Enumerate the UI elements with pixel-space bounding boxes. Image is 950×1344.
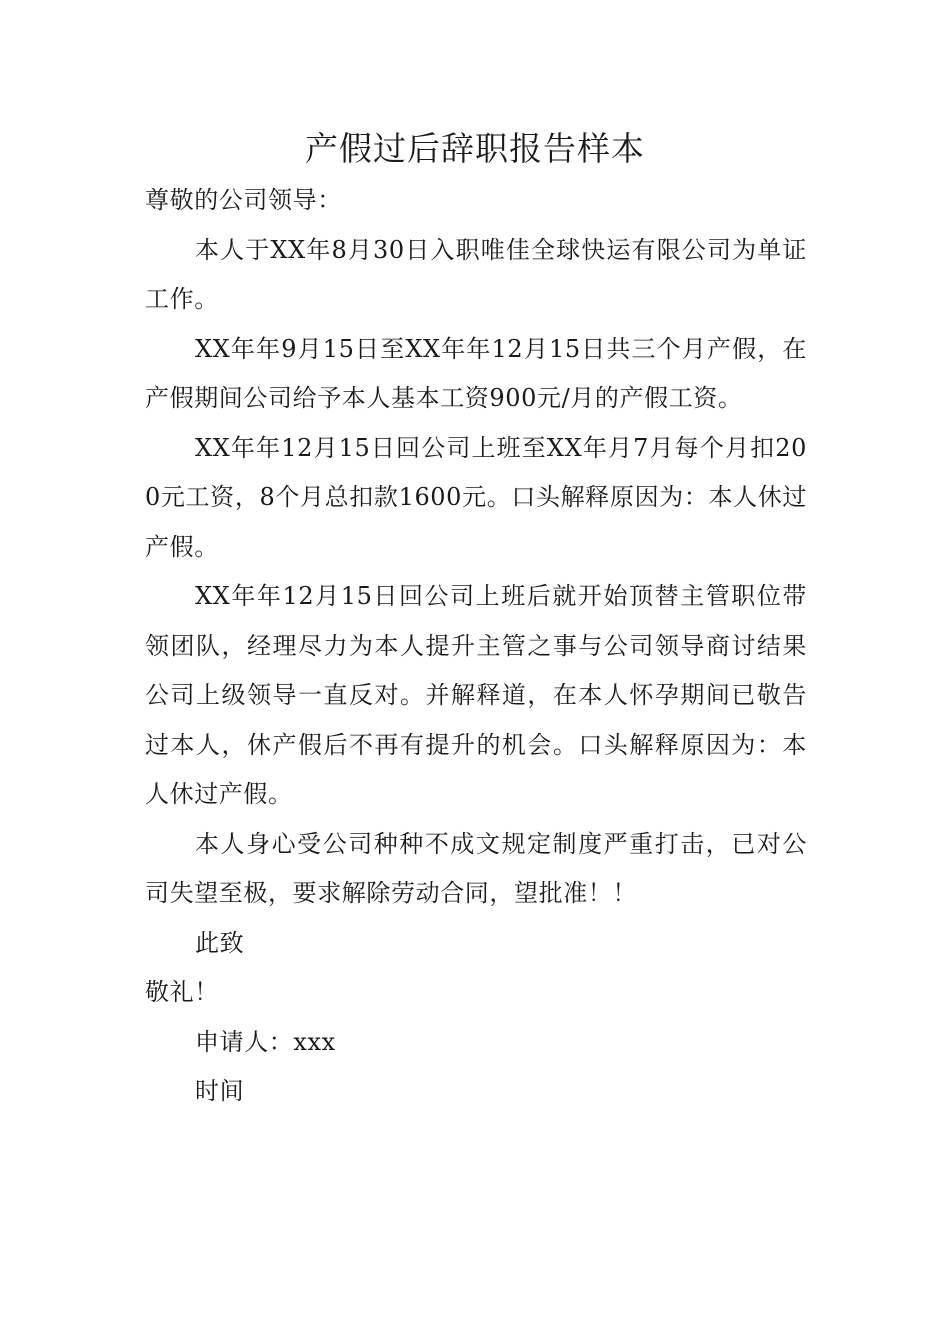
paragraph-2: XX年年9月15日至XX年年12月15日共三个月产假，在产假期间公司给予本人基本工资900元/月的产假工资。 <box>145 334 807 412</box>
paragraph-3: XX年年12月15日回公司上班至XX年月7月每个月扣200元工资，8个月总扣款1600元。口头解释原因为：本人休过产假。 <box>145 433 807 561</box>
closing-regards: 敬礼！ <box>145 978 219 1006</box>
paragraph-4: XX年年12月15日回公司上班后就开始顶替主管职位带领团队，经理尽力为本人提升主管之事与公司领导商讨结果公司上级领导一直反对。并解释道，在本人怀孕期间已敬告过本人，休产假后不再有提升的机会。口头解释原因为：本人休过产假。 <box>145 582 807 808</box>
paragraph-1: 本人于XX年8月30日入职唯佳全球快运有限公司为单证工作。 <box>145 235 807 313</box>
date-label: 时间 <box>195 1077 245 1105</box>
paragraph-5: 本人身心受公司种种不成文规定制度严重打击，已对公司失望至极，要求解除劳动合同，望批准！！ <box>145 829 807 907</box>
salutation: 尊敬的公司领导： <box>145 186 342 214</box>
document-body <box>145 176 807 1117</box>
applicant-signature: 申请人：xxx <box>195 1027 336 1056</box>
document-title: 产假过后辞职报告样本 <box>305 129 645 168</box>
closing-greeting: 此致 <box>195 928 245 957</box>
